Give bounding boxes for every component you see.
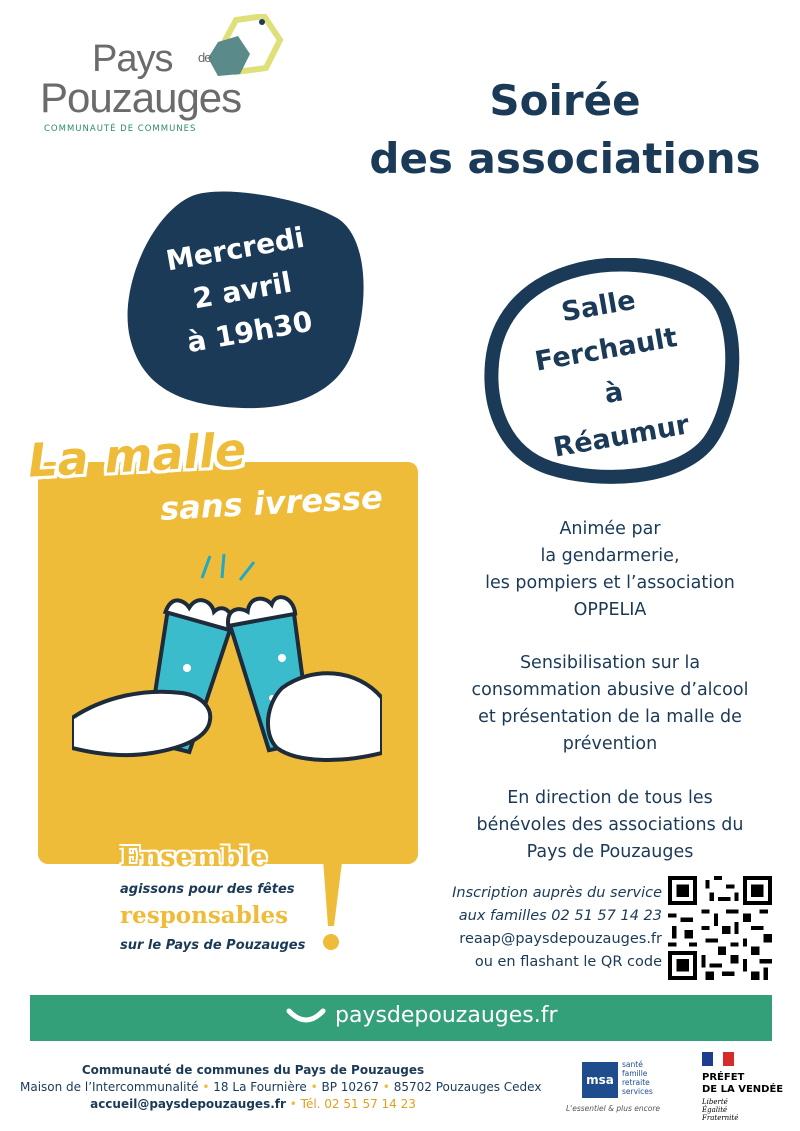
- inscription-phone[interactable]: aux familles 02 51 57 14 23: [458, 908, 662, 924]
- footer-address: [20, 1080, 542, 1094]
- footer-email[interactable]: accueil@paysdepouzauges.fr: [90, 1097, 286, 1111]
- direction-line-3: Pays de Pouzauges: [526, 842, 694, 862]
- prefet-logo: [700, 1050, 790, 1122]
- direction-text: [440, 785, 780, 866]
- venue-line-1: Salle: [559, 284, 638, 329]
- venue-line-3: à: [602, 376, 626, 411]
- motto-fraternite: Fraternité: [702, 1114, 739, 1122]
- animation-line-2: la gendarmerie,: [540, 546, 680, 566]
- page-title: [340, 72, 790, 188]
- separator-dot: •: [289, 1097, 297, 1111]
- separator-dot: •: [310, 1080, 318, 1094]
- venue-line-2: Ferchault: [532, 322, 680, 378]
- event-venue: [486, 266, 733, 478]
- prefet-line-2: DE LA VENDÉE: [702, 1084, 784, 1095]
- animation-line-1: Animée par: [559, 519, 661, 539]
- date-day-month: 2 avril: [190, 265, 295, 316]
- sensibilisation-line-3: et présentation de la malle de: [478, 707, 742, 727]
- footer-addr-1: Maison de l’Intercommunalité: [20, 1080, 199, 1094]
- separator-dot: •: [382, 1080, 390, 1094]
- date-day: Mercredi: [163, 220, 307, 278]
- msa-mark: msa: [582, 1062, 618, 1098]
- inscription-email[interactable]: reaap@paysdepouzauges.fr: [459, 931, 662, 947]
- sensibilisation-text: [440, 650, 780, 758]
- prefet-motto: [702, 1098, 738, 1122]
- logo-pays: Pays de: [92, 38, 211, 80]
- msa-word-4: services: [622, 1087, 653, 1096]
- title-line-2: des associations: [369, 134, 761, 183]
- animation-text: [440, 516, 780, 624]
- msa-word-2: famille: [622, 1069, 648, 1078]
- prefet-line-1: PRÉFET: [702, 1072, 745, 1083]
- footer-addr-3: BP 10267: [321, 1080, 379, 1094]
- malle-title-1: La malle: [26, 422, 248, 488]
- sensibilisation-line-1: Sensibilisation sur la: [519, 653, 701, 673]
- slogan-agissons: agissons pour des fêtes: [120, 882, 295, 897]
- venue-line-4: Réaumur: [551, 409, 692, 464]
- msa-words: [622, 1060, 653, 1096]
- date-time: à 19h30: [184, 304, 315, 360]
- footer-phone[interactable]: Tél. 02 51 57 14 23: [300, 1097, 416, 1111]
- footer-org: Communauté de communes du Pays de Pouzauges: [81, 1063, 425, 1077]
- pays-de-pouzauges-logo: [38, 18, 288, 134]
- marianne-flag-icon: [702, 1052, 734, 1066]
- footer-addr-2: 18 La Fournière: [213, 1080, 307, 1094]
- inscription-line-4: ou en flashant le QR code: [474, 954, 662, 970]
- slogan-pays: sur le Pays de Pouzauges: [120, 938, 306, 953]
- motto-egalite: Égalité: [702, 1106, 728, 1114]
- malle-title-2: sans ivresse: [159, 478, 384, 528]
- msa-word-3: retraite: [622, 1078, 650, 1087]
- inscription-info: [430, 882, 662, 974]
- logo-pouzauges: Pouzauges: [40, 74, 242, 121]
- exclamation-icon: [312, 842, 348, 958]
- logo-subtitle: COMMUNAUTÉ DE COMMUNES: [44, 124, 197, 134]
- cheers-glasses-illustration: [72, 548, 382, 798]
- msa-word-1: santé: [622, 1060, 643, 1069]
- direction-line-2: bénévoles des associations du: [476, 815, 744, 835]
- sensibilisation-line-2: consommation abusive d’alcool: [471, 680, 749, 700]
- separator-dot: •: [202, 1080, 210, 1094]
- footer-addr-4: 85702 Pouzauges Cedex: [393, 1080, 542, 1094]
- animation-line-4: OPPELIA: [573, 600, 647, 620]
- slogan-responsables: responsables: [120, 902, 289, 929]
- slogan-ensemble: Ensemble: [120, 842, 268, 873]
- qr-code[interactable]: [668, 876, 772, 980]
- motto-liberte: Liberté: [702, 1098, 728, 1106]
- direction-line-1: En direction de tous les: [507, 788, 713, 808]
- website-link[interactable]: paysdepouzauges.fr: [335, 1003, 558, 1028]
- msa-tagline: L'essentiel & plus encore: [566, 1104, 661, 1113]
- inscription-line-1: Inscription auprès du service: [452, 885, 662, 901]
- smile-icon: [286, 1007, 326, 1027]
- animation-line-3: les pompiers et l’association: [485, 573, 735, 593]
- msa-logo: [566, 1056, 676, 1118]
- sensibilisation-line-4: prévention: [562, 734, 658, 754]
- footer-contact: [20, 1097, 486, 1111]
- title-line-1: Soirée: [489, 76, 641, 125]
